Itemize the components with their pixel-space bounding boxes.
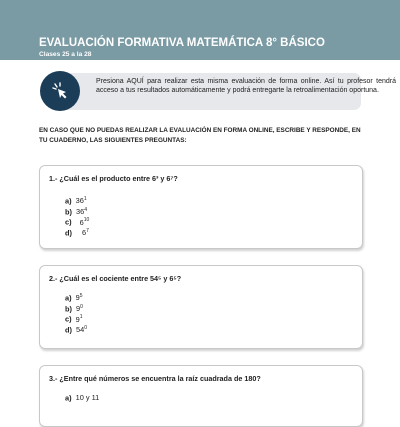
notice-icon-circle[interactable] [40, 71, 80, 111]
question-3-text: 3.- ¿Entre qué números se encuentra la raíz cuadrada de 180? [49, 374, 261, 383]
question-2-options [65, 291, 87, 333]
question-1-options [65, 194, 89, 236]
page-title: EVALUACIÓN FORMATIVA MATEMÁTICA 8° BÁSICO [39, 37, 325, 49]
instructions-text: EN CASO QUE NO PUEDAS REALIZAR LA EVALUACIÓN EN FORMA ONLINE, ESCRIBE Y RESPONDE, EN TU CUADERNO, LAS SIGUIENTES PREGUNTAS: [39, 127, 361, 144]
notice-text: Presiona AQUÍ para realizar esta misma evaluación de forma online. Así tu profesor tendrá acceso a tus resultados automáticamente y podrá entregarte la retroalimentación oportuna. [96, 78, 396, 95]
option-d[interactable]: d) $54^0$ [65, 324, 87, 335]
option-d[interactable]: d) $6^7$ [65, 227, 89, 238]
option-a[interactable]: a) 10 y 11 [65, 393, 100, 403]
option-c[interactable]: c) $6^{10}$ [65, 217, 90, 227]
option-a[interactable]: a) $9^5$ [65, 293, 83, 303]
option-b[interactable]: b) $36^4$ [65, 206, 87, 217]
page-subtitle: Clases 25 a la 28 [39, 51, 92, 58]
question-1-box [39, 165, 363, 249]
cursor-click-icon [50, 81, 70, 101]
question-2-text: 2.- ¿Cuál es el cociente entre 54⁵ y 6⁵? [49, 274, 182, 283]
question-2-box [39, 265, 363, 349]
question-1-text: 1.- ¿Cuál es el producto entre 6³ y 6⁷? [49, 174, 178, 183]
option-b[interactable]: b) $9^0$ [65, 303, 83, 314]
header-banner [0, 0, 400, 60]
option-c[interactable]: c) $9^1$ [65, 314, 83, 324]
online-notice[interactable] [40, 73, 396, 110]
question-3-box [39, 365, 363, 427]
option-a[interactable]: a) $36^1$ [65, 196, 87, 206]
question-3-options [65, 391, 99, 402]
